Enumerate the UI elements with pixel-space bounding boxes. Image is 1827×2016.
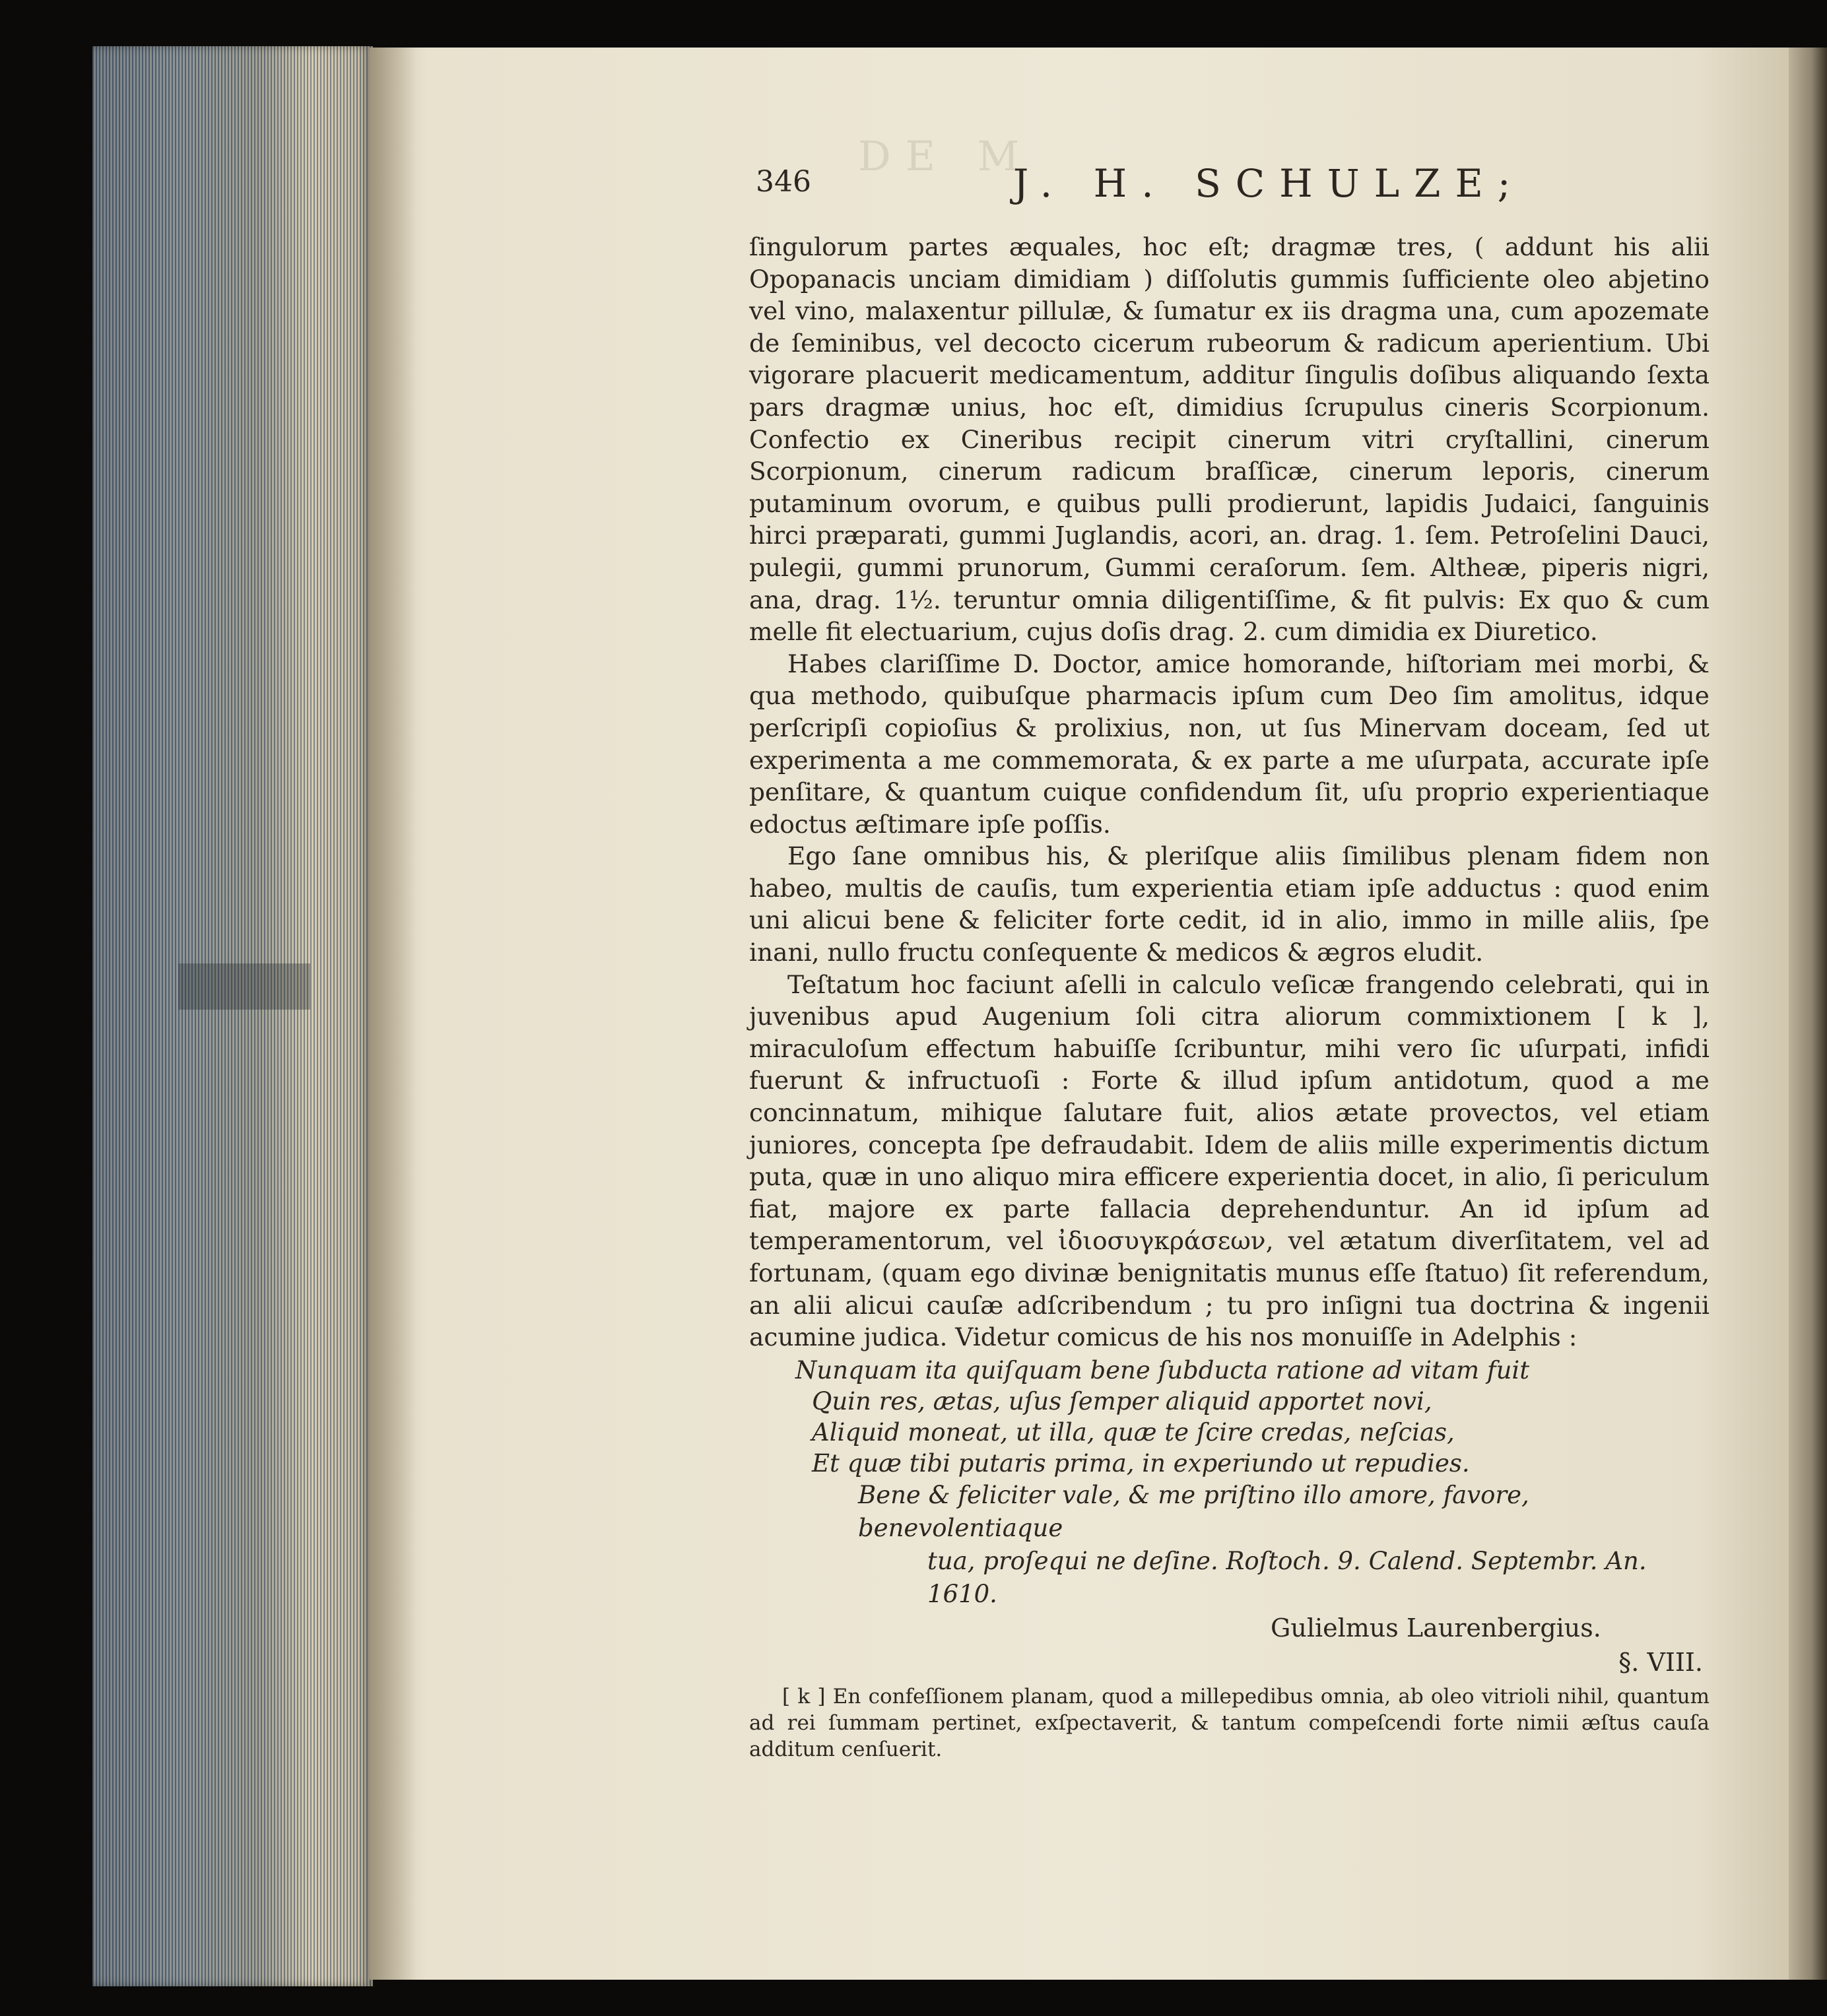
section-marker: §. VIII. [1618,1647,1703,1677]
paragraph-2: Habes clariſſime D. Doctor, amice homorande, hiſtoriam mei morbi, & qua methodo, quibuſque pharmacis ipſum cum Deo ſim amolitus, idque perſcripſi copioſius & prolixius, non, ut ſus Minervam doceam, ſed ut experimenta a me commemorata, & ex parte a me uſurpata, accurate ipſe penſitare, & quantum cuique confidendum ſit, uſu proprio experientiaque edoctus æſtimare ipſe poſſis. [749,649,1710,839]
facing-page-edge [1789,48,1827,1980]
closing-line-1: Bene & feliciter vale, & me priſtino illo amore, favore, benevolentiaque [858,1480,1529,1542]
footnote-text: [ k ] En confeſſionem planam, quod a millepedibus omnia, ab oleo vitrioli nihil, quantum ad rei ſummam pertinet, exſpectaverit, & tantum compeſcendi forte nimii æſtus cauſa additum cenſuerit. [749,1684,1710,1761]
paragraph-3: Ego ſane omnibus his, & pleriſque aliis ſimilibus plenam fidem non habeo, multis de cauſis, tum experientia etiam ipſe adductus : quod enim uni alicui bene & feliciter forte cedit, id in alio, immo in mille aliis, ſpe inani, nullo fructu conſequente & medicos & ægros eludit. [749,841,1710,967]
bleed-through-text: DE M [858,132,1034,180]
page-text-block [749,161,1710,1763]
page-number: 346 [756,165,811,199]
footnote [749,1683,1710,1763]
verse-line: Quin res, ætas, uſus ſemper aliquid apportet novi, [812,1386,1432,1415]
page-header [749,161,1710,231]
bookmark-shadow [178,963,310,1010]
running-head: J. H. SCHULZE; [1013,161,1525,206]
verse-line: Nunquam ita quiſquam bene ſubducta ratione ad vitam fuit [795,1355,1530,1384]
verse-line: Et quæ tibi putaris prima, in experiundo ut repudies. [812,1448,1470,1478]
gutter-shadow [370,48,416,1980]
body-text [749,231,1710,1353]
signature: Gulielmus Laurenbergius. [1271,1613,1601,1642]
verse-line: Aliquid moneat, ut illa, quæ te ſcire credas, neſcias, [812,1417,1455,1447]
paragraph-4: Teſtatum hoc faciunt aſelli in calculo veſicæ frangendo celebrati, qui in juvenibus apud Augenium ſoli citra aliorum commixtionem [ k ], miraculoſum effectum habuiſſe ſcribuntur, mihi vero ſic uſurpati, infidi fuerunt & infructuoſi : Forte & illud ipſum antidotum, quod a me concinnatum, mihique ſalutare fuit, alios ætate provectos, vel etiam juniores, concepta ſpe defraudabit. Idem de aliis mille experimentis dictum puta, quæ in uno aliquo mira efficere experientia docet, in alio, ſi periculum fiat, majore ex parte fallacia deprehenduntur. An id ipſum ad temperamentorum, vel ἰδιοσυγκράσεων, vel ætatum diverſitatem, vel ad fortunam, (quam ego divinæ benignitatis munus eſſe ſtatuo) ſit referendum, an alii alicui cauſæ adſcribendum ; tu pro inſigni tua doctrina & ingenii acumine judica. Videtur comicus de his nos monuiſſe in Adelphis : [749,969,1710,1352]
paragraph-1: ſingulorum partes æquales, hoc eſt; dragmæ tres, ( addunt his alii Opopanacis unciam dimidiam ) diſſolutis gummis ſufficiente oleo abjetino vel vino, malaxentur pillulæ, & ſumatur ex iis dragma una, cum apozemate de ſeminibus, vel decocto cicerum rubeorum & radicum aperientium. Ubi vigorare placuerit medicamentum, additur ſingulis doſibus aliquando ſexta pars dragmæ unius, hoc eſt, dimidius ſcrupulus cineris Scorpionum. Confectio ex Cineribus recipit cinerum vitri cryſtallini, cinerum Scorpionum, cinerum radicum braſſicæ, cinerum leporis, cinerum putaminum ovorum, e quibus pulli prodierunt, lapidis Judaici, ſanguinis hirci præparati, gummi Juglandis, acori, an. drag. 1. ſem. Petroſelini Dauci, pulegii, gummi prunorum, Gummi ceraſorum. ſem. Altheæ, piperis nigri, ana, drag. 1½. teruntur omnia diligentiſſime, & fit pulvis: Ex quo & cum melle fit electuarium, cujus doſis drag. 2. cum dimidia ex Diuretico. [749,232,1710,647]
closing-line-2: tua, proſequi ne deſine. Roſtoch. 9. Calend. Septembr. An. 1610. [927,1546,1647,1608]
page-edges-fore-edge [92,46,373,1986]
verse-quotation [749,1355,1710,1479]
